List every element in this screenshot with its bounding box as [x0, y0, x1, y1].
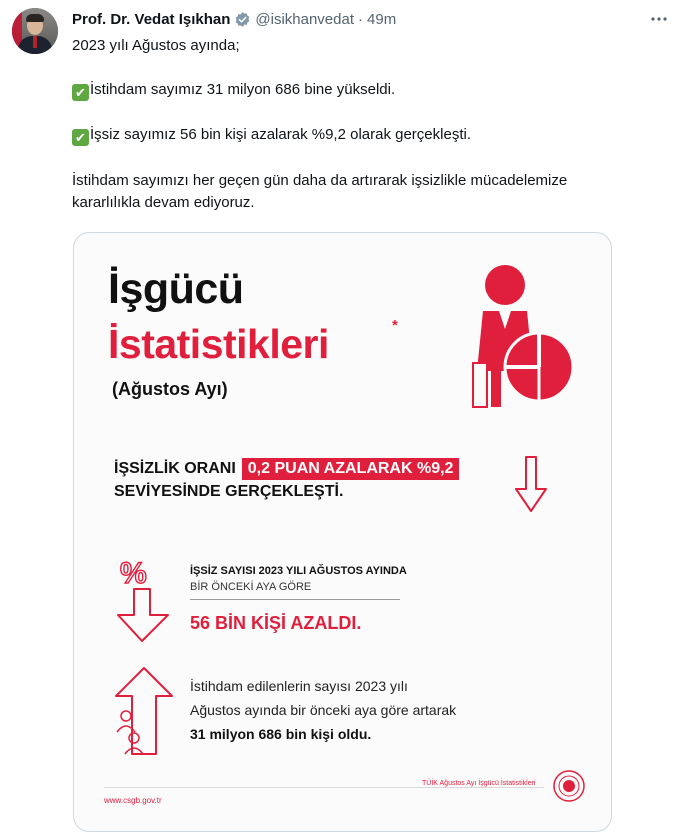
- tweet-line-1: 2023 yılı Ağustos ayında;: [72, 37, 240, 54]
- worker-pie-chart-icon: [469, 263, 579, 413]
- infographic-subtitle: (Ağustos Ayı): [112, 379, 228, 399]
- author-handle[interactable]: @isikhanvedat: [255, 10, 355, 28]
- tweet-line-5: kararlılıkla devam ediyoruz.: [72, 194, 255, 211]
- avatar-hair: [26, 14, 44, 22]
- unemployed-result: 56 BİN KİŞİ AZALDI.: [190, 613, 362, 633]
- rate-highlight: 0,2 PUAN AZALARAK %9,2: [242, 458, 460, 480]
- more-dots-icon: [650, 10, 668, 28]
- more-options-icon[interactable]: [650, 10, 668, 33]
- infographic-title-line-2: İstatistikleri: [108, 321, 329, 367]
- ministry-logo-icon: [552, 769, 586, 803]
- source-note: TÜİK Ağustos Ayı İşgücü İstatistikleri: [422, 780, 536, 787]
- tweet-line-4: İstihdam sayımızı her geçen gün daha da artırarak işsizlikle mücadelemize: [72, 172, 568, 189]
- author-name[interactable]: Prof. Dr. Vedat Işıkhan: [72, 10, 231, 28]
- infographic-title-line-1: İşgücü: [108, 265, 244, 313]
- check-mark-icon: ✔: [72, 129, 89, 146]
- time-separator: ·: [358, 10, 364, 28]
- website-url: www.csgb.gov.tr: [104, 796, 162, 805]
- unemployment-rate-line-1: [114, 457, 459, 480]
- tweet-line-3: [72, 125, 471, 146]
- tweet-time[interactable]: 49m: [367, 10, 397, 28]
- check-mark-icon: ✔: [72, 84, 89, 101]
- footer-divider: [104, 787, 544, 788]
- svg-text:%: %: [120, 557, 147, 590]
- section-divider: [190, 599, 400, 600]
- tweet-header: [72, 8, 396, 30]
- tweet-line-2: [72, 80, 395, 101]
- employed-line-1: İstihdam edilenlerin sayısı 2023 yılı: [190, 678, 408, 694]
- infographic-asterisk: *: [392, 317, 398, 334]
- employed-line-3: 31 milyon 686 bin kişi oldu.: [190, 726, 372, 742]
- tweet-media-image[interactable]: [73, 232, 612, 832]
- unemployment-rate-line-2: SEVİYESİNDE GERÇEKLEŞTİ.: [114, 483, 344, 500]
- tweet-line-3-text: İşsiz sayımız 56 bin kişi azalarak %9,2 olarak gerçekleşti.: [90, 126, 471, 143]
- employed-line-2: Ağustos ayında bir önceki aya göre artarak: [190, 702, 457, 718]
- verified-badge-icon: [234, 11, 251, 28]
- percent-down-arrow-icon: [116, 555, 172, 643]
- tweet-line-2-text: İstihdam sayımız 31 milyon 686 bine yükseldi.: [90, 81, 396, 98]
- people-up-arrow-icon: [114, 666, 176, 756]
- rate-prefix: İŞSİZLİK ORANI: [114, 459, 236, 477]
- down-arrow-icon: [514, 455, 548, 515]
- unemployed-count-line-1: İŞSİZ SAYISI 2023 YILI AĞUSTOS AYINDA: [190, 565, 407, 577]
- unemployed-count-line-2: BİR ÖNCEKİ AYA GÖRE: [190, 581, 312, 593]
- avatar-tie: [33, 36, 37, 48]
- author-avatar[interactable]: [12, 8, 58, 54]
